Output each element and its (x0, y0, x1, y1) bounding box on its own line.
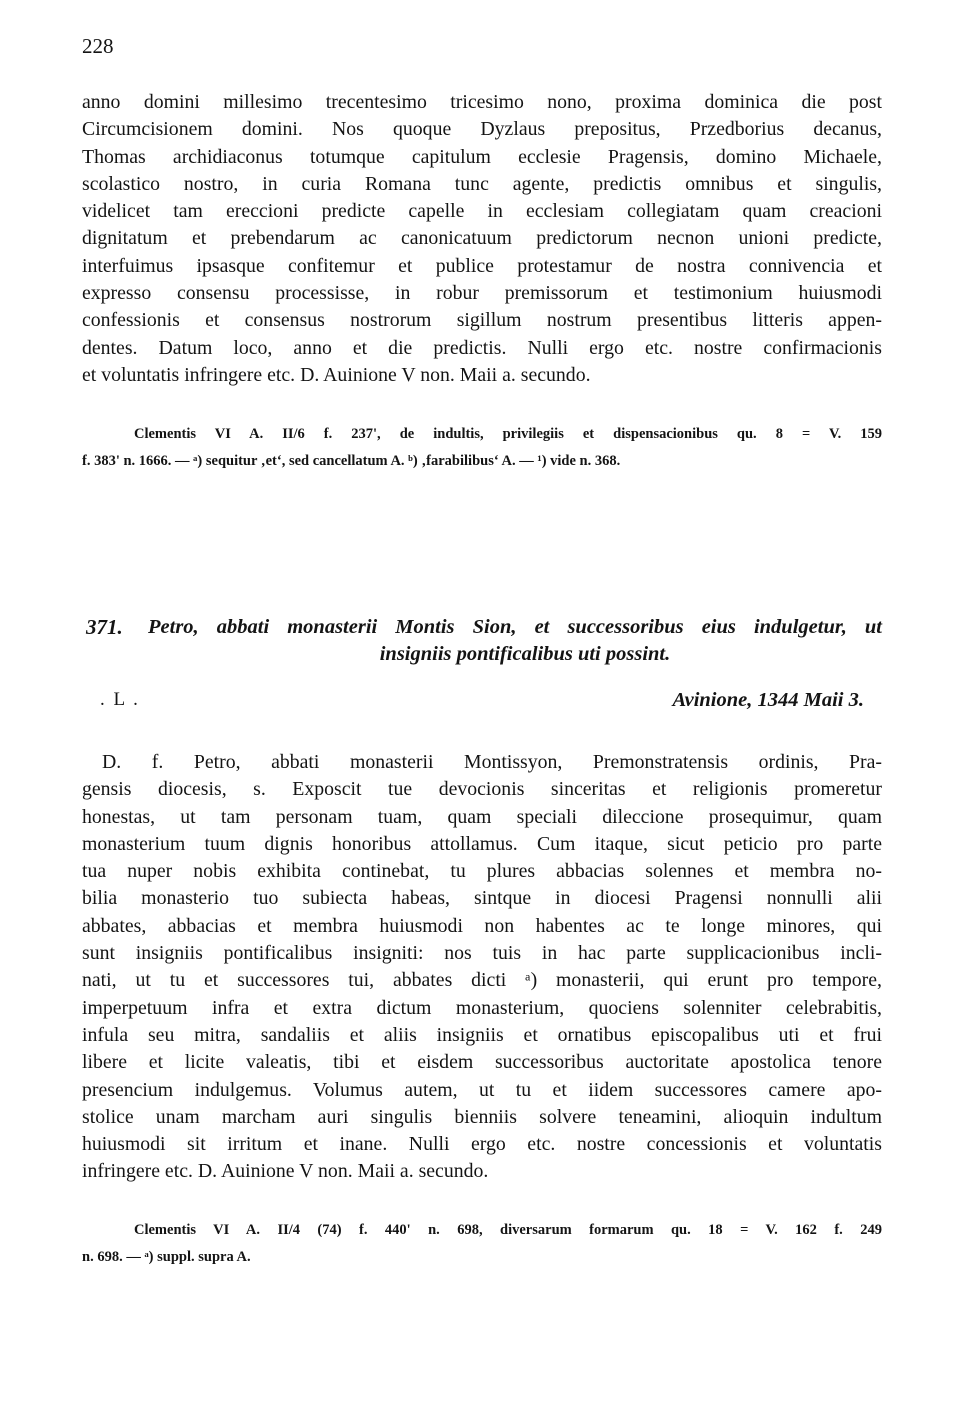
note-line: f. 383' n. 1666. — ᵃ) sequitur ‚et‘, sed cancellatum A. ᵇ) ‚farabilibus‘ A. — ¹) vide n. 368. (82, 453, 621, 469)
text-line: et voluntatis infringere etc. D. Auinione V non. Maii a. secundo. (82, 363, 591, 386)
source-note (82, 421, 882, 475)
text-line: huiusmodi sit irritum et inane. Nulli ergo etc. nostre concessionis et voluntatis (82, 1133, 882, 1156)
text-line: presencium indulgemus. Volumus autem, ut tu et iidem successores camere apo- (82, 1078, 882, 1101)
text-line: imperpetuum infra et extra dictum monasterium, quociens solenniter celebrabitis, (82, 996, 882, 1019)
document-dateline: Avinione, 1344 Maii 3. (672, 689, 864, 711)
note-line: n. 698. — ᵃ) suppl. supra A. (82, 1249, 251, 1265)
document-heading (86, 614, 882, 668)
text-block-continuation (82, 89, 882, 389)
text-line: abbates, abbacias et membra huiusmodi non habentes ac te longe minores, qui (82, 914, 882, 937)
text-line: infringere etc. D. Auinione V non. Maii a. secundo. (82, 1160, 489, 1183)
source-note (82, 1217, 882, 1271)
text-line: scolastico nostro, in curia Romana tunc agente, predictis omnibus et singulis, (82, 172, 882, 195)
note-line: Clementis VI A. II/4 (74) f. 440' n. 698, diversarum formarum qu. 18 = V. 162 f. 249 (134, 1222, 882, 1238)
text-line: D. f. Petro, abbati monasterii Montissyon, Premonstratensis ordinis, Pra- (102, 751, 882, 773)
text-block-document (82, 749, 882, 1186)
text-line: honestas, ut tam personam tuam, quam speciali dileccione prosequimur, quam (82, 805, 882, 828)
text-line: dignitatum et prebendarum ac canonicatuum predictorum necnon unioni predicte, (82, 227, 882, 250)
text-line: Thomas archidiaconus totumque capitulum ecclesie Pragensis, domino Michaele, (82, 145, 882, 168)
heading-line: insigniis pontificalibus uti possint. (379, 643, 671, 665)
text-line: videlicet tam ereccioni predicte capelle in ecclesiam collegiatam quam creacioni (82, 200, 882, 223)
text-line: bilia monasterio tuo subiecta habeas, sintque in diocesi Pragensi nonnulli alii (82, 887, 882, 910)
text-line: libere et licite valeatis, tibi et eisdem successoribus auctoritate apostolica tenore (82, 1051, 882, 1074)
text-line: expresso consensu processisse, in robur premissorum et testimonium huiusmodi (82, 282, 882, 305)
text-line: dentes. Datum loco, anno et die predictis. Nulli ergo etc. nostre confirmacionis (82, 336, 882, 359)
text-line: anno domini millesimo trecentesimo tricesimo nono, proxima dominica die post (82, 91, 882, 113)
document-number: 371. (86, 615, 123, 639)
page-number: 228 (82, 34, 114, 58)
text-line: confessionis et consensus nostrorum sigillum nostrum presentibus litteris appen- (82, 309, 882, 332)
note-line: Clementis VI A. II/6 f. 237', de indultis, privilegiis et dispensacionibus qu. 8 = V. 159 (134, 426, 882, 442)
heading-line: Petro, abbati monasterii Montis Sion, et successoribus eius indulgetur, ut (148, 616, 882, 638)
text-line: tua nuper nobis exhibita continebat, tu plures abbacias solennes et membra no- (82, 860, 882, 883)
text-line: infula seu mitra, sandaliis et aliis insigniis et ornatibus episcopalibus uti et frui (82, 1023, 882, 1046)
text-line: interfuimus ipsasque confitemur et publice protestamur de nostra connivencia et (82, 254, 882, 277)
document-marker: . L . (100, 689, 140, 710)
text-line: nati, ut tu et successores tui, abbates dicti ᵃ) monasterii, qui erunt pro tempore, (82, 969, 882, 992)
text-line: monasterium tuum dignis honoribus attollamus. Cum itaque, sicut peticio pro parte (82, 832, 882, 855)
text-line: sunt insigniis pontificalibus insigniti: nos tuis in hac parte supplicacionibus incli- (82, 942, 882, 965)
text-line: Circumcisionem domini. Nos quoque Dyzlaus prepositus, Przedborius decanus, (82, 118, 882, 141)
text-line: gensis diocesis, s. Exposcit tue devocionis sinceritas et religionis promeretur (82, 778, 882, 801)
text-line: stolice unam marcham auri singulis bienniis solvere teneamini, alioquin indultum (82, 1105, 882, 1128)
